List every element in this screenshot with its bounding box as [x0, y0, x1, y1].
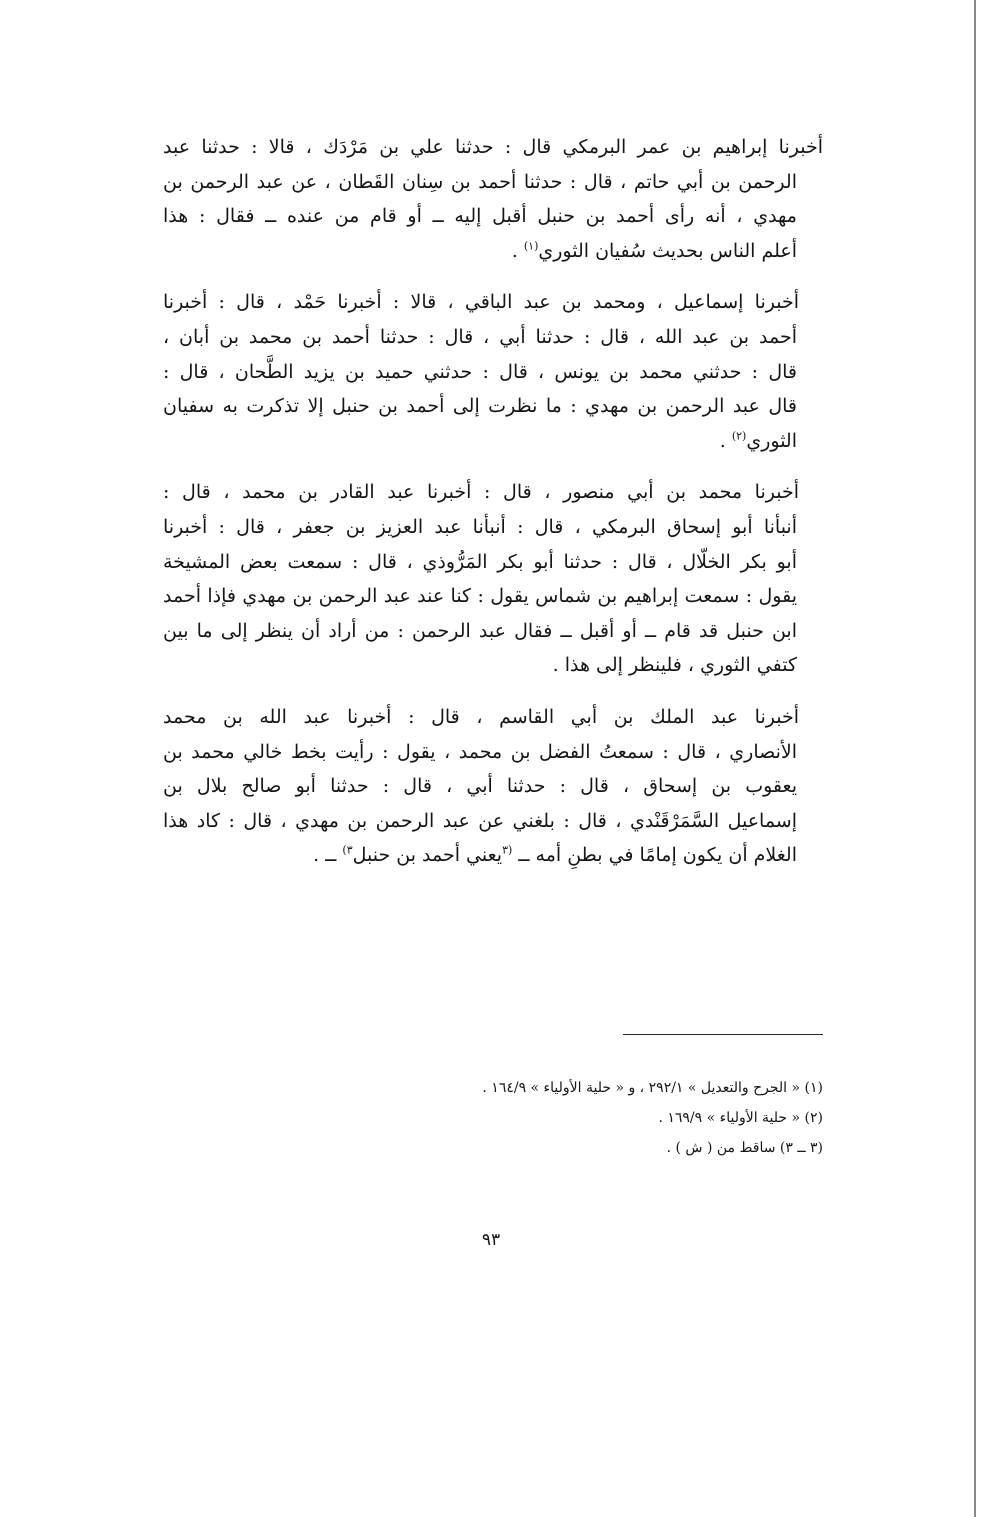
text-line: أخبرنا عبد الملك بن أبي القاسم ، قال : أخبرنا عبد الله بن محمد: [163, 705, 799, 728]
text-segment: أعلم الناس بحديث سُفيان الثوري: [538, 239, 797, 262]
paragraph-3: [163, 475, 823, 683]
footnotes: [380, 1073, 823, 1163]
footnote-2: (٢) « حلية الأولياء » ١٦٩/٩ .: [658, 1110, 823, 1126]
main-text: [163, 130, 823, 890]
footnote-marker: (١): [523, 239, 539, 253]
footnote-marker: ٣): [342, 843, 353, 857]
text-line: أخبرنا إسماعيل ، ومحمد بن عبد الباقي ، قالا : أخبرنا حَمْد ، قال : أخبرنا: [163, 291, 799, 314]
footnote-3: (٣ ــ ٣) ساقط من ( ش ) .: [666, 1140, 823, 1156]
text-segment: يعني أحمد بن حنبل: [352, 844, 503, 867]
text-segment: .: [511, 239, 524, 262]
text-line: إسماعيل السَّمَرْقَنْدي ، قال : بلغني عن عبد الرحمن بن مهدي ، قال : كاد هذا: [163, 809, 797, 832]
footnote-marker: (٢): [731, 429, 747, 443]
text-segment: ــ .: [313, 844, 343, 867]
footnote-separator: [623, 1034, 823, 1035]
text-line: مهدي ، أنه رأى أحمد بن حنبل أقبل إليه ــ أو قام من عنده ــ فقال : هذا: [163, 205, 797, 228]
text-line: كتفي الثوري ، فلينظر إلى هذا .: [552, 654, 797, 677]
text-line: ابن حنبل قد قام ــ أو أقبل ــ فقال عبد الرحمن : من أراد أن ينظر إلى ما بين: [163, 619, 797, 642]
footnote-1: (١) « الجرح والتعديل » ٢٩٢/١ ، و « حلية الأولياء » ١٦٤/٩ .: [482, 1080, 823, 1096]
text-line: يقول : سمعت إبراهيم بن شماس يقول : كنا عند عبد الرحمن بن مهدي فإذا أحمد: [163, 585, 797, 608]
text-segment: الثوري: [746, 429, 797, 452]
text-line: [163, 838, 823, 873]
text-segment: الغلام أن يكون إمامًا في بطنِ أمه ــ: [518, 844, 797, 867]
text-line: الرحمن بن أبي حاتم ، قال : حدثنا أحمد بن سِنان القَطان ، عن عبد الرحمن بن: [163, 170, 797, 193]
text-line: [163, 234, 823, 269]
text-line: قال عبد الرحمن بن مهدي : ما نظرت إلى أحمد بن حنبل إلا تذكرت به سفيان: [163, 395, 797, 418]
text-segment: .: [719, 429, 732, 452]
text-line: الأنصاري ، قال : سمعتُ الفضل بن محمد ، يقول : رأيت بخط خالي محمد بن: [163, 740, 797, 763]
text-line: [163, 424, 823, 459]
footnote-marker: (٣: [502, 843, 513, 857]
text-line: أخبرنا إبراهيم بن عمر البرمكي قال : حدثنا علي بن مَرْدَك ، قالا : حدثنا عبد: [163, 136, 823, 158]
text-line: قال : حدثني محمد بن يونس ، قال : حدثني حميد بن يزيد الطَّحان ، قال :: [163, 360, 797, 383]
paragraph-2: [163, 285, 823, 458]
text-line: أبو بكر الخلّال ، قال : حدثنا أبو بكر المَرُّوذي ، قال : سمعت بعض المشيخة: [163, 550, 797, 573]
text-line: يعقوب بن إسحاق ، قال : حدثنا أبي ، قال : حدثنا أبو صالح بلال بن: [163, 775, 797, 798]
text-line: أنبأنا أبو إسحاق البرمكي ، قال : أنبأنا عبد العزيز بن جعفر ، قال : أخبرنا: [163, 515, 797, 538]
paragraph-1: [163, 130, 823, 268]
page-number: ٩٣: [481, 1230, 501, 1250]
paragraph-4: [163, 700, 823, 873]
text-line: أخبرنا محمد بن أبي منصور ، قال : أخبرنا عبد القادر بن محمد ، قال :: [163, 481, 799, 504]
text-line: أحمد بن عبد الله ، قال : حدثنا أبي ، قال : حدثنا أحمد بن محمد بن أبان ،: [163, 325, 797, 348]
page-edge-line: [974, 0, 976, 1517]
